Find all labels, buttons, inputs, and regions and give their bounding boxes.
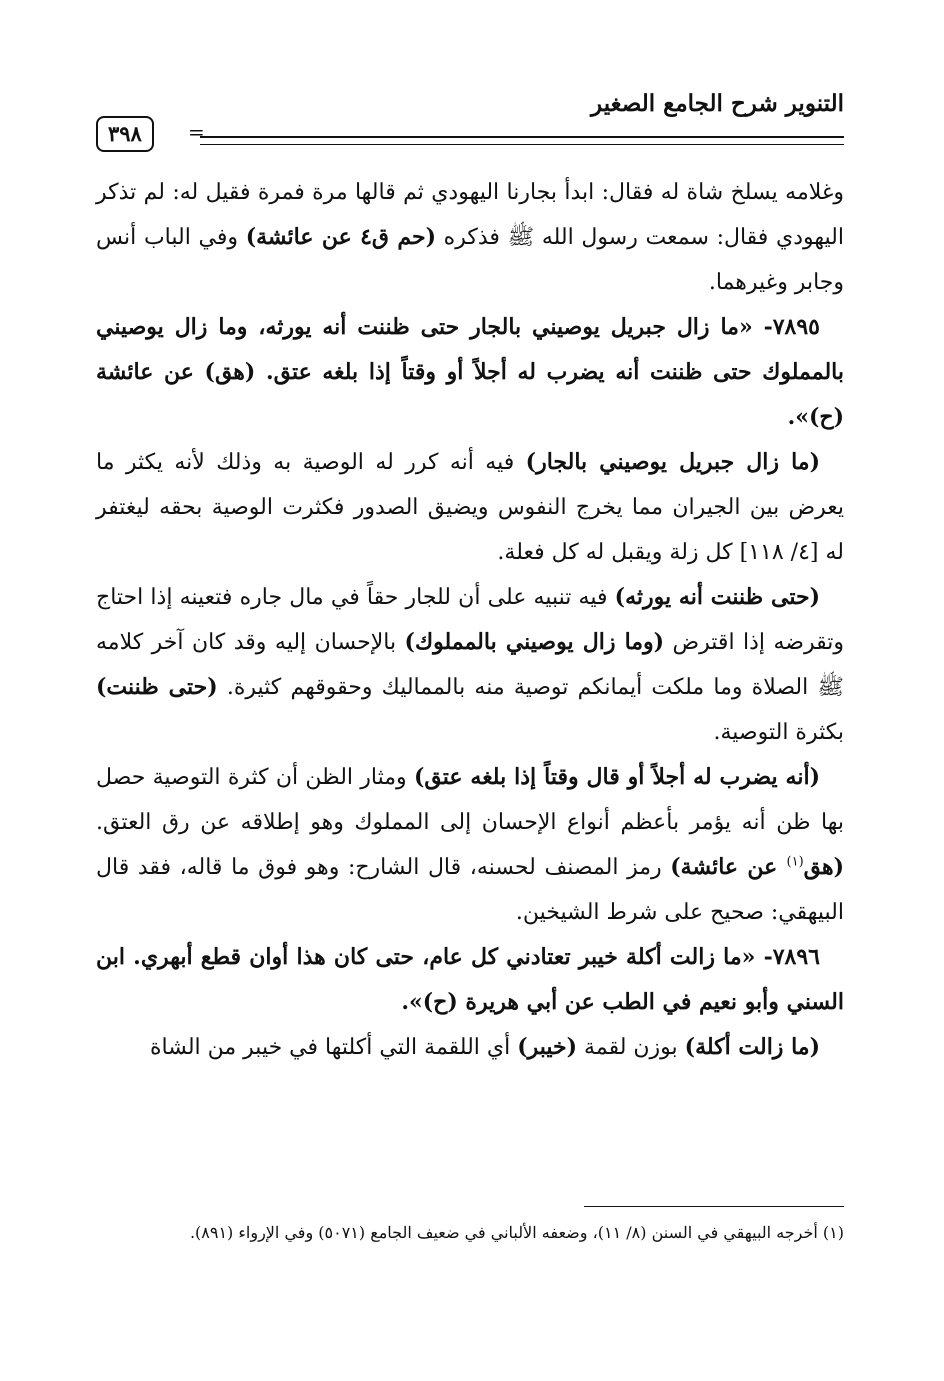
- page-number-ornament: =: [188, 120, 205, 144]
- footnote-separator: [584, 1206, 844, 1207]
- bold-text: (وما زال يوصيني بالمملوك): [404, 629, 665, 655]
- text-run: بكثرة التوصية.: [713, 720, 844, 745]
- text-run: فيه تنبيه على أن للجار حقاً في مال جاره فتعينه إذا احتاج وتقرضه إذا اقترض: [96, 585, 844, 655]
- paragraph: [96, 305, 844, 440]
- text-run: بوزن لقمة: [577, 1035, 685, 1060]
- bold-text: (حم ق٤ عن عائشة): [245, 224, 436, 250]
- running-title: التنوير شرح الجامع الصغير: [591, 90, 844, 117]
- text-run: بالإحسان إليه وقد كان آخر كلامه ﷺ الصلاة وما ملكت أيمانكم توصية منه بالمماليك وحقوقهم كثيرة.: [96, 630, 845, 700]
- footnote-marker: (١): [786, 854, 804, 870]
- text-run: وفي الباب أنس وجابر وغيرهما.: [96, 225, 844, 295]
- bold-text: ٧٨٩٦- «ما زالت أكلة خيبر تعتادني كل عام، حتى كان هذا أوان قطع أبهري. ابن السني وأبو نعيم في الطب عن أبي هريرة (ح)».: [96, 944, 844, 1015]
- page-header: [96, 78, 844, 158]
- header-rule: [200, 136, 844, 138]
- bold-text: عن عائشة): [670, 854, 787, 880]
- text-run: فيه أنه كرر له الوصية به وذلك لأنه يكثر ما يعرض بين الجيران مما يخرج النفوس ويضيق الصدور فكثرت الوصية بحقه ليغتفر له [٤/ ١١٨] كل زلة ويقبل له كل فعلة.: [96, 450, 844, 565]
- paragraph: [96, 1025, 844, 1070]
- footnote: (١) أخرجه البيهقي في السنن (٨/ ١١)، وضعفه الألباني في ضعيف الجامع (٥٠٧١) وفي الإرواء (٨٩١).: [189, 1223, 844, 1242]
- paragraph: [96, 755, 844, 935]
- text-run: أي اللقمة التي أكلتها في خيبر من الشاة: [149, 1035, 518, 1060]
- bold-text: (حتى ظننت أنه يورثه): [614, 584, 820, 610]
- text-run: رمز المصنف لحسنه، قال الشارح: وهو فوق ما قاله، فقد قال البيهقي: صحيح على شرط الشيخين.: [96, 855, 844, 925]
- paragraph: [96, 170, 844, 305]
- header-rule-thin: [200, 144, 844, 145]
- paragraph: [96, 440, 844, 575]
- bold-text: ٧٨٩٥- «ما زال جبريل يوصيني بالجار حتى ظننت أنه يورثه، وما زال يوصيني بالمملوك حتى ظننت أنه يضرب له أجلاً أو وقتاً إذا بلغه عتق. (هق) عن عائشة (ح)».: [96, 314, 844, 430]
- text-run: وغلامه يسلخ شاة له فقال: ابدأ بجارنا اليهودي ثم قالها مرة فمرة فقيل له: لم تذكر اليهودي فقال: سمعت رسول الله ﷺ فذكره: [96, 180, 844, 250]
- page-number: ٣٩٨: [96, 116, 154, 152]
- bold-text: (خيبر): [517, 1034, 578, 1060]
- bold-text: (أنه يضرب له أجلاً أو قال وقتاً إذا بلغه عتق): [413, 764, 820, 790]
- main-text: [96, 170, 844, 1070]
- paragraph: [96, 935, 844, 1025]
- text-run: ومثار الظن أن كثرة التوصية حصل بها ظن أنه يؤمر بأعظم أنواع الإحسان إلى المملوك وهو إطلاقه عن رق العتق.: [96, 765, 844, 835]
- paragraph: [96, 575, 844, 755]
- bold-text: (ما زالت أكلة): [684, 1034, 820, 1060]
- bold-text: (حتى ظننت): [96, 674, 218, 700]
- bold-text: (هق: [803, 854, 844, 880]
- bold-text: (ما زال جبريل يوصيني بالجار): [525, 449, 820, 475]
